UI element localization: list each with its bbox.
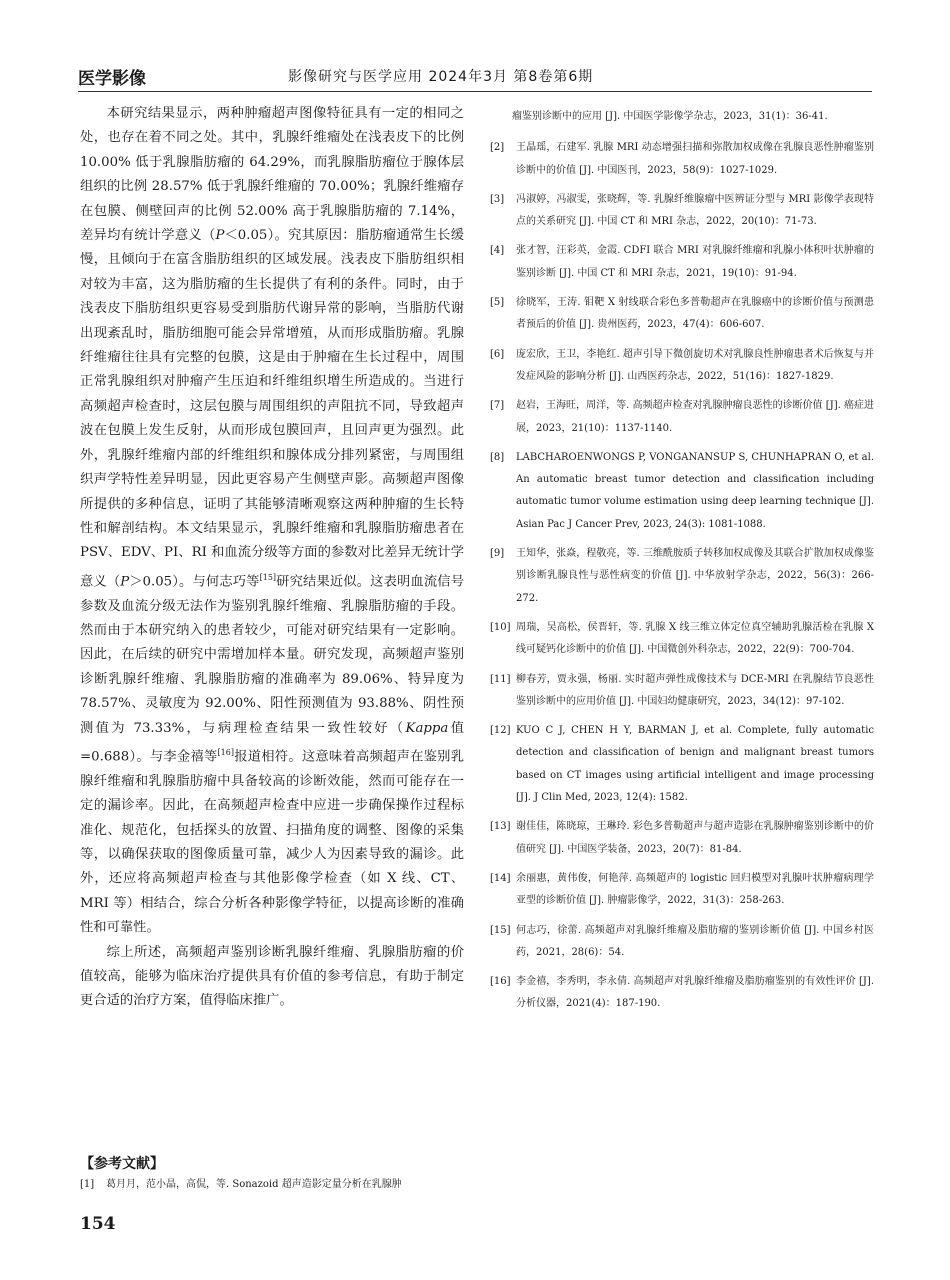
reference-item: [13] 谢佳佳，陈晓琼，王琳玲. 彩色多普勒超声与超声造影在乳腺肿瘤鉴别诊断中的价值研究 [J]. 中国医学装备，2023，20(7)：81-84. bbox=[490, 821, 874, 855]
reference-item: [7] 赵岩，王海旺，周洋，等. 高频超声检查对乳腺肿瘤良恶性的诊断价值 [J]. 癌症进展，2023，21(10)：1137-1140. bbox=[490, 400, 874, 434]
journal-issue-info: 影像研究与医学应用 2024年3月 第8卷第6期 bbox=[288, 69, 594, 85]
reference-item: [8] LABCHAROENWONGS P, VONGANANSUP S, CHUNHAPRAN O, et al. An automatic breast tumor detection and classification including automatic tumor volume estimation using deep learning technique [J]. Asian Pac J Cancer Prev, 2023, 24(3): 1081-1088. bbox=[490, 451, 874, 530]
right-column bbox=[490, 106, 874, 1023]
reference-item: [16] 李金禧，李秀明，李永倩. 高频超声对乳腺纤维瘤及脂肪瘤鉴别的有效性评价 [J]. 分析仪器，2021(4)：187-190. bbox=[490, 976, 874, 1010]
reference-list bbox=[490, 137, 874, 1015]
reference-item: [4] 张才智，汪彩英，金霞. CDFI 联合 MRI 对乳腺纤维瘤和乳腺小体积叶状肿瘤的鉴别诊断 [J]. 中国 CT 和 MRI 杂志，2021，19(10)：91-94. bbox=[490, 245, 874, 279]
citation-15: [15] bbox=[259, 572, 277, 582]
reference-item: [15] 何志巧，徐蕾. 高频超声对乳腺纤维瘤及脂肪瘤的鉴别诊断价值 [J]. 中国乡村医药，2021，28(6)：54. bbox=[490, 924, 874, 958]
conclusion-paragraph: 综上所述，高频超声鉴别诊断乳腺纤维瘤、乳腺脂肪瘤的价值较高，能够为临床治疗提供具有价值的参考信息，有助于制定更合适的治疗方案，值得临床推广。 bbox=[80, 944, 464, 1009]
reference-1-continued: 瘤鉴别诊断中的应用 [J]. 中国医学影像学杂志，2023，31(1)：36-41. bbox=[512, 111, 828, 122]
reference-item: [11] 柳春芳，贾永强，杨丽. 实时超声弹性成像技术与 DCE-MRI 在乳腺结节良恶性鉴别诊断中的应用价值 [J]. 中国妇幼健康研究，2023，34(12)：97-102. bbox=[490, 673, 874, 707]
reference-item: [2] 王晶瑶，石建军. 乳腺 MRI 动态增强扫描和弥散加权成像在乳腺良恶性肿瘤鉴别诊断中的价值 [J]. 中国医刊，2023，58(9)：1027-1029. bbox=[490, 142, 874, 176]
body-paragraph: 本研究结果显示，两种肿瘤超声图像特征具有一定的相同之处，也存在着不同之处。其中，乳腺纤维瘤处在浅表皮下的比例 10.00% 低于乳腺脂肪瘤的 64.29%，而乳腺脂肪瘤位于腺体层组织的比例 28.57% 低于乳腺纤维瘤的 70.00%；乳腺纤维瘤存在包膜、侧壁回声的比例 52.00% 高于乳腺脂肪瘤的 7.14%，差异均有统计学意义（P＜0.05）。究其原因：脂肪瘤通常生长缓慢，且倾向于在富含脂肪组织的区域发展。浅表皮下脂肪组织相对较为丰富，这为脂肪瘤的生长提供了有利的条件。同时，由于浅表皮下脂肪组织更容易受到脂肪代谢异常的影响，当脂肪代谢出现紊乱时，脂肪细胞可能会异常增殖，从而形成脂肪瘤。乳腺纤维瘤往往具有完整的包膜，这是由于肿瘤在生长过程中，周围正常乳腺组织对肿瘤产生压迫和纤维组织增生所造成的。当进行高频超声检查时，这层包膜与周围组织的声阻抗不同，导致超声波在包膜上发生反射，从而形成包膜回声，且回声更为强烈。此外，乳腺纤维瘤内部的纤维组织和腺体成分排列紧密，与周围组织声学特性差异明显，因此更容易产生侧壁声影。高频超声图像所提供的多种信息，证明了其能够清晰观察这两种肿瘤的生长特性和解剖结构。本文结果显示，乳腺纤维瘤和乳腺脂肪瘤患者在 PSV、EDV、PI、RI 和血流分级等方面的参数对比差异无统计学意义（P＞0.05）。与何志巧等[15]研究结果近似。这表明血流信号参数及血流分级无法作为鉴别乳腺纤维瘤、乳腺脂肪瘤的手段。然而由于本研究纳入的患者较少，可能对研究结果有一定影响。因此，在后续的研究中需增加样本量。研究发现，高频超声鉴别诊断乳腺纤维瘤、乳腺脂肪瘤的准确率为 89.06%、特异度为 78.57%、灵敏度为 92.00%、阳性预测值为 93.88%、阴性预测值为 73.33%，与病理检查结果一致性较好（Kappa值 =0.688）。与李金禧等[16]报道相符。这意味着高频超声在鉴别乳腺纤维瘤和乳腺脂肪瘤中具备较高的诊断效能，然而可能存在一定的漏诊率。因此，在高频超声检查中应进一步确保操作过程标准化、规范化，包括探头的放置、扫描角度的调整、图像的采集等，以确保获取的图像质量可靠，减少人为因素导致的漏诊。此外，还应将高频超声检查与其他影像学检查（如 X 线、CT、MRI 等）相结合，综合分析各种影像学特征，以提高诊断的准确性和可靠性。 bbox=[80, 106, 465, 936]
reference-item: [10] 周瑞，吴高松，侯晋轩，等. 乳腺 X 线三维立体定位真空辅助乳腺活检在乳腺 X 线可疑钙化诊断中的价值 [J]. 中国微创外科杂志，2022，22(9)：700-704. bbox=[490, 621, 874, 656]
header-rule bbox=[78, 91, 872, 92]
reference-item: [6] 庞宏欣，王卫，李艳红. 超声引导下微创旋切术对乳腺良性肿瘤患者术后恢复与并发症风险的影响分析 [J]. 山西医药杂志，2022，51(16)：1827-1829. bbox=[490, 348, 874, 382]
journal-section-title: 医学影像 bbox=[78, 69, 146, 89]
page-header bbox=[78, 62, 872, 92]
page-number: 154 bbox=[80, 1214, 116, 1234]
citation-16: [16] bbox=[217, 747, 234, 757]
reference-item: [9] 王知华，张焱，程敬亮，等. 三维酰胺质子转移加权成像及其联合扩散加权成像鉴别诊断乳腺良性与恶性病变的价值 [J]. 中华放射学杂志，2022，56(3)：266-272. bbox=[490, 548, 874, 604]
reference-item: [5] 徐晓军，王涛. 钼靶 X 射线联合彩色多普勒超声在乳腺癌中的诊断价值与预测患者预后的价值 [J]. 贵州医药，2023，47(4)：606-607. bbox=[490, 297, 874, 331]
references-heading: 【参考文献】 bbox=[80, 1156, 164, 1172]
reference-item: [3] 冯淑婷，冯淑雯，张晓辉，等. 乳腺纤维腺瘤中医辨证分型与 MRI 影像学表现特点的关系研究 [J]. 中国 CT 和 MRI 杂志，2022，20(10)：71-73. bbox=[490, 193, 874, 228]
reference-item: [14] 余丽惠，黄伟俊，何艳萍. 高频超声的 logistic 回归模型对乳腺叶状肿瘤病理学亚型的诊断价值 [J]. 肿瘤影像学，2022，31(3)：258-263. bbox=[490, 872, 874, 907]
left-column bbox=[80, 102, 464, 1014]
reference-1: [1] 葛月月，范小晶，高侃，等. Sonazoid 超声造影定量分析在乳腺肿 bbox=[80, 1179, 402, 1190]
reference-item: [12] KUO C J, CHEN H Y, BARMAN J, et al. Complete, fully automatic detection and classification of benign and malignant breast tumors based on CT images using artificial intelligent and image processing [J]. J Clin Med, 2023, 12(4): 1582. bbox=[490, 725, 874, 804]
